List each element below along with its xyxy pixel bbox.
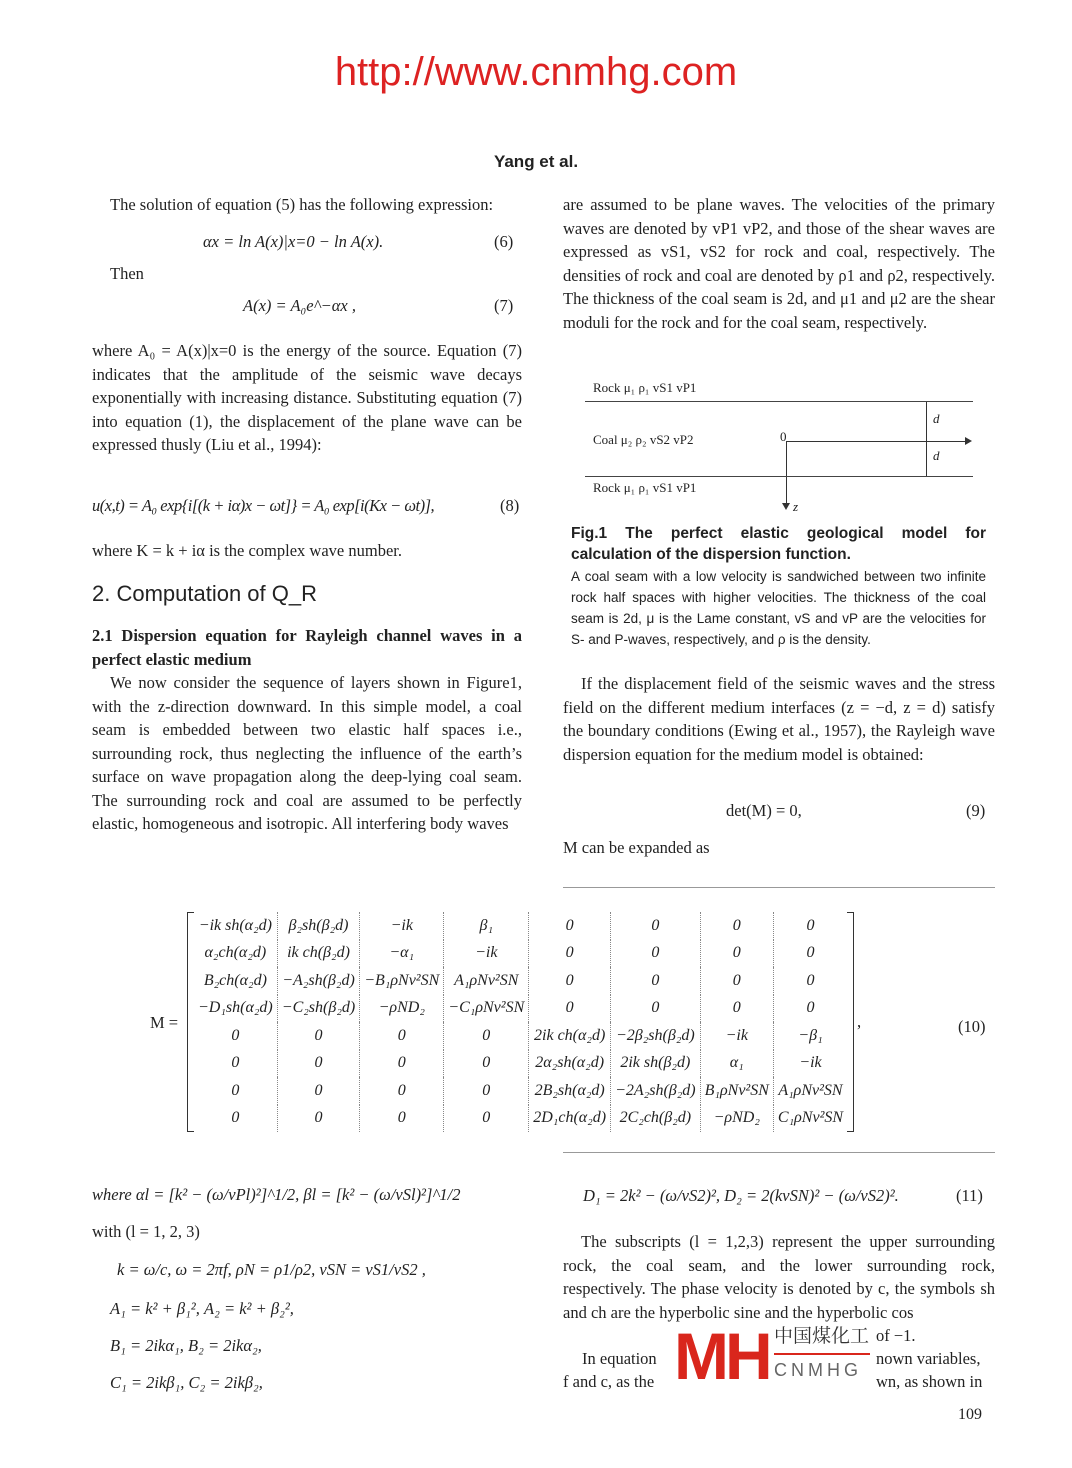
equation-alpha-beta: where αl = [k² − (ω/vPl)²]^1/2, βl = [k² − (ω/vSl)²]^1/2 [92,1185,461,1204]
matrix-cell: 0 [529,912,611,940]
matrix-cell: 0 [277,1022,359,1050]
matrix-cell: α₁ [700,1050,773,1078]
matrix-cell: 0 [700,967,773,995]
matrix-cell: 0 [806,916,815,934]
matrix-cell: α₂ch(α₂d) [194,940,277,968]
paragraph: The subscripts (l = 1,2,3) represent the upper surrounding rock, the coal seam, and the lower surrounding rock, respectively. The phase velocity is denoted by c, the symbols sh and ch are the hyperbolic sine and the hyperbolic cos [563,1232,995,1322]
matrix-cell: −ik [700,1022,773,1050]
cnmhg-logo [674,1319,872,1393]
equation-6: αx = ln A(x)|x=0 − ln A(x). [203,232,384,251]
equation-number: (10) [958,1017,986,1036]
equation-number: (8) [500,496,520,515]
equation-line: A₁ = k² + β₁², A₂ = k² + β₂², [110,1299,294,1318]
matrix-cell: A₁ρNv²SN [778,1081,843,1099]
paragraph: M can be expanded as [563,838,710,857]
section-heading: 2. Computation of Q_R [92,581,318,606]
matrix-cell: 0 [611,912,701,940]
label-rock-top: Rock μ₁ ρ₁ vS1 vP1 [593,380,697,395]
matrix-cell: −β₁ [798,1026,823,1044]
paragraph: Then [110,264,144,283]
matrix-cell: −C₂sh(β₂d) [277,995,359,1023]
matrix-cell: 0 [529,940,611,968]
thickness-arrows [926,402,927,476]
matrix-cell: 0 [194,1077,277,1105]
matrix-cell: −B₁ρNv²SN [360,967,444,995]
matrix-cell: 0 [806,971,815,989]
matrix-cell: 0 [611,967,701,995]
matrix-cell: 0 [277,1050,359,1078]
page-number: 109 [958,1406,982,1423]
logo-english: CNMHG [774,1360,862,1380]
text-line: with (l = 1, 2, 3) [92,1222,200,1241]
matrix-cell: 0 [611,995,701,1023]
matrix-cell: 0 [444,1077,529,1105]
matrix-row [194,1105,847,1133]
paragraph: wn, as shown in [876,1372,983,1391]
paragraph: of −1. [876,1326,916,1345]
matrix-cell: 0 [806,944,815,962]
matrix-cell: 0 [277,1077,359,1105]
left-bracket [187,912,194,1132]
equation-line: C₁ = 2ikβ₁, C₂ = 2ikβ₂, [110,1373,263,1392]
equation-number: (9) [966,801,986,820]
matrix-cell: ik ch(β₂d) [277,940,359,968]
matrix-row [194,1050,847,1078]
matrix-M [194,912,847,1132]
x-arrow-icon [965,437,972,445]
paragraph: We now consider the sequence of layers shown in Figure1, with the z-direction downward. In this simple model, a coal seam is embedded between two elastic half spaces i.e., surrounding rock, thus neglecting the influence of the earth’s surface on wave propagation along the deep-lying coal seam. The surrounding rock and coal are assumed to be perfectly elastic, homogeneous and isotropic. All interfering body waves [92,673,522,833]
matrix-row [194,995,847,1023]
paragraph: where K = k + iα is the complex wave number. [92,541,402,560]
equation-line: B₁ = 2ikα₁, B₂ = 2ikα₂, [110,1336,262,1355]
z-arrow-icon [782,503,790,510]
matrix-cell: 0 [360,1077,444,1105]
equation-number: (6) [494,232,514,251]
matrix-cell: 2C₂ch(β₂d) [611,1105,701,1133]
paragraph: In equation [582,1349,657,1368]
matrix-cell: 0 [444,1105,529,1133]
equation-8: u(x,t) = A₀ exp{i[(k + iα)x − ωt]} = A₀ exp[i(Kx − ωt)], [92,496,435,515]
label-coal: Coal μ₂ ρ₂ vS2 vP2 [593,432,694,447]
matrix-cell: 0 [444,1022,529,1050]
equation-7: A(x) = A₀e^−αx , [243,296,356,315]
figure-caption-title: Fig.1 The perfect elastic geological model for calculation of the dispersion function. [571,525,986,563]
matrix-cell: 2α₂sh(α₂d) [529,1050,611,1078]
matrix-cell: −ρND₂ [360,995,444,1023]
x-axis [786,441,966,442]
matrix-cell: 0 [277,1105,359,1133]
paragraph: If the displacement field of the seismic waves and the stress field on the different medium interfaces (z = −d, z = d) satisfy the boundary conditions (Ewing et al., 1957), the Rayleigh wave dispersion equation for the medium model is obtained: [563,674,995,764]
z-axis [786,441,787,505]
paragraph: The solution of equation (5) has the following expression: [110,195,494,214]
matrix-cell: 0 [194,1105,277,1133]
matrix-cell: β₂sh(β₂d) [277,912,359,940]
matrix-row [194,1022,847,1050]
figure-1 [585,375,980,515]
matrix-cell: C₁ρNv²SN [777,1109,844,1127]
matrix-cell: 0 [611,940,701,968]
logo-chinese: 中国煤化工 [774,1326,870,1347]
matrix-row [194,967,847,995]
matrix-cell: 0 [194,1050,277,1078]
paragraph: f and c, as the [563,1372,655,1391]
matrix-cell: 2ik ch(α₂d) [529,1022,611,1050]
equation-9: det(M) = 0, [726,801,802,820]
matrix-row [194,1077,847,1105]
matrix-cell: −ρND₂ [700,1105,773,1133]
matrix-block [187,912,861,1132]
matrix-cell: −2β₂sh(β₂d) [611,1022,701,1050]
matrix-cell: β₁ [444,912,529,940]
figure-caption-body: A coal seam with a low velocity is sandwiched between two infinite rock half spaces with higher velocities. The thickness of the coal seam is 2d, μ is the Lame constant, vS and vP are the velocities for S- and P-waves, respectively, and ρ is the density. [571,569,986,647]
matrix-cell: −ik sh(α₂d) [194,912,277,940]
matrix-cell: B₂ch(α₂d) [194,967,277,995]
watermark: http://www.cnmhg.com [334,50,738,94]
subsection-heading: 2.1 Dispersion equation for Rayleigh channel waves in a perfect elastic medium [92,626,522,669]
interface-line [585,476,973,477]
matrix-comma: , [857,1012,862,1031]
matrix-row [194,912,847,940]
right-bracket [847,912,854,1132]
matrix-cell: 0 [700,995,773,1023]
matrix-cell: −α₁ [360,940,444,968]
origin-label: 0 [780,429,787,444]
matrix-cell: 2D₁ch(α₂d) [529,1105,611,1133]
label-rock-bottom: Rock μ₁ ρ₁ vS1 vP1 [593,480,697,495]
matrix-cell: 0 [360,1105,444,1133]
matrix-cell: −ik [799,1054,822,1072]
matrix-cell: B₁ρNv²SN [700,1077,773,1105]
paragraph: nown variables, [876,1349,981,1368]
z-label: z [793,499,799,514]
matrix-cell: 0 [806,999,815,1017]
matrix-label: M = [150,1013,179,1032]
equation-11: D₁ = 2k² − (ω/vS2)², D₂ = 2(kvSN)² − (ω/vS2)². [583,1186,899,1205]
matrix-cell: 0 [360,1050,444,1078]
matrix-cell: −ik [360,912,444,940]
matrix-cell: 2ik sh(β₂d) [611,1050,701,1078]
equation-number: (7) [494,296,514,315]
matrix-cell: −D₁sh(α₂d) [194,995,277,1023]
matrix-cell: −2A₂sh(β₂d) [611,1077,701,1105]
d-label: d [933,448,940,463]
matrix-cell: 0 [700,912,773,940]
matrix-cell: −C₁ρNv²SN [444,995,529,1023]
matrix-cell: 0 [529,995,611,1023]
matrix-cell: A₁ρNv²SN [444,967,529,995]
matrix-cell: 0 [360,1022,444,1050]
matrix-row [194,940,847,968]
matrix-cell: −A₂sh(β₂d) [277,967,359,995]
paragraph: where A₀ = A(x)|x=0 is the energy of the source. Equation (7) indicates that the amplitude of the seismic wave decays exponentially with increasing distance. Substituting equation (7) into equation (1), the displacement of the plane wave can be expressed thusly (Liu et al., 1994): [92,341,522,454]
matrix-cell: 0 [529,967,611,995]
matrix-cell: 0 [194,1022,277,1050]
matrix-cell: 2B₂sh(α₂d) [529,1077,611,1105]
d-label: d [933,411,940,426]
running-header: Yang et al. [493,152,579,171]
matrix-cell: 0 [444,1050,529,1078]
matrix-cell: 0 [700,940,773,968]
divider [563,1152,995,1153]
logo-line [774,1353,870,1355]
equation-number: (11) [956,1186,983,1205]
paragraph: are assumed to be plane waves. The velocities of the primary waves are denoted by vP1 vP2, and those of the shear waves are expressed as vS1, vS2 for rock and coal, respectively. The densities of rock and coal are denoted by ρ1 and ρ2, respectively. The thickness of the coal seam is 2d, and μ1 and μ2 are the shear moduli for the rock and for the coal seam, respectively. [563,195,995,332]
matrix-cell: −ik [444,940,529,968]
equation-line: k = ω/c, ω = 2πf, ρN = ρ1/ρ2, vSN = vS1/vS2 , [117,1260,426,1279]
divider [563,887,995,888]
interface-line [585,401,973,402]
logo-mark: MH [674,1319,769,1393]
